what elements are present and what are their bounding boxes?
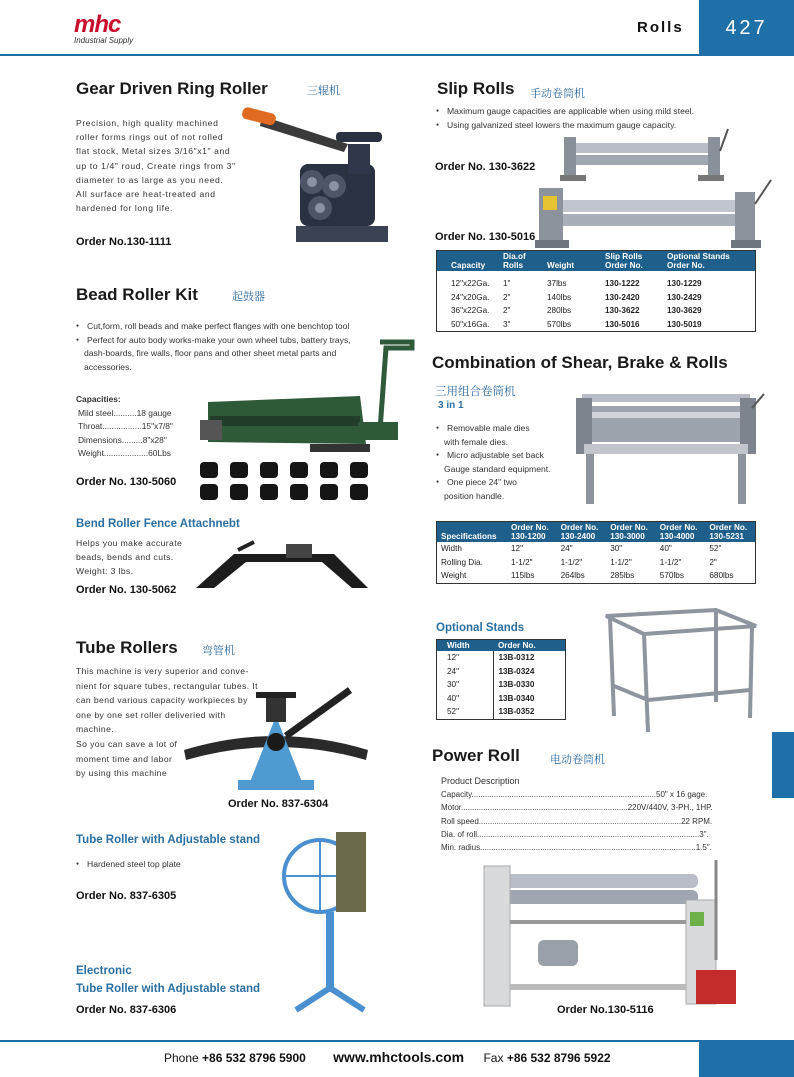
section-title: Rolls [637, 19, 684, 36]
page-number-box [699, 0, 794, 56]
tube-rollers-title-cn: 弯管机 [202, 644, 235, 657]
table-row: 50"x16Ga. 3" 570lbs 130-5016 130-5019 [451, 319, 702, 329]
bullet-item: ● Using galvanized steel lowers the maximum gauge capacity. [436, 119, 756, 133]
combination-image [566, 384, 766, 508]
fax-number: +86 532 8796 5922 [506, 1051, 611, 1065]
power-roll-specs: Capacity...................................................................................50" x 16 gage. Motor...........................................................................220V/440V, 3-PH., 1HP. Roll speed...........................................................................................22 RPM. Dia. of roll....................................................................................................3". Min. radius.................................................................................................1.5". [441, 790, 713, 853]
fence-order: Order No. 130-5062 [76, 584, 177, 596]
table-header-row: Width Order No. [437, 640, 565, 651]
bullet-item: ● Cut,form, roll beads and make perfect flanges with one benchtop tool [76, 320, 406, 334]
bead-roller-order: Order No. 130-5060 [76, 476, 177, 488]
slip-rolls-table [436, 250, 756, 332]
fax-label: Fax [483, 1051, 507, 1065]
bullet-item: ● Perfect for auto body works-make your own wheel tubs, battery trays, [76, 334, 406, 348]
tube-stand-image [280, 820, 380, 1020]
bead-roller-image [190, 334, 420, 504]
table-row: Width 12" 24" 30" 40" 52" [441, 544, 722, 554]
bead-roller-title: Bead Roller Kit [76, 285, 198, 304]
tube-stand-bullets [76, 858, 181, 872]
table-header-row: Specifications Order No. 130-1200 Order No. 130-2400 Order No. 130-3000 Order No. 130-4000 Order No. 130-5231 [437, 522, 755, 542]
logo-subtitle: Industrial Supply [74, 36, 134, 45]
bullet-item: ● Maximum gauge capacities are applicable when using mild steel. [436, 105, 756, 119]
table-row: 12" 13B-0312 [437, 651, 565, 665]
combination-title: Combination of Shear, Brake & Rolls [432, 353, 728, 372]
electronic-title: Electronic Tube Roller with Adjustable stand [76, 965, 261, 995]
bead-roller-capacities: Capacities: Mild steel..........18 gauge Throat.................15"x7/8" Dimensions.........8"x28" Weight...................60Lbs [76, 394, 173, 458]
table-row: Weight 115lbs 264lbs 285lbs 570lbs 680lbs [441, 571, 734, 581]
bullet-item: ● Removable male dies [436, 422, 576, 436]
bead-roller-bullets: ● Cut,form, roll beads and make perfect flanges with one benchtop tool ● Perfect for auto body works-make your own wheel tubs, battery trays, dash-boards, fire walls, floor pans and other sheet metal parts and accessories. [76, 320, 406, 374]
stands-title: Optional Stands [436, 622, 525, 634]
power-roll-title: Power Roll [432, 746, 520, 765]
tube-roller-image [178, 686, 374, 796]
phone-label: Phone [164, 1051, 203, 1065]
tube-rollers-title: Tube Rollers [76, 638, 178, 657]
ring-roller-description: Precision, high quality machined roller forms rings out of not rolled flat stock, Metal sizes 3/16"x1" and up to 1/4" roud, Create rings from 3" diameter to as large as you need. All surface are heat-treated and hardened for long life. [76, 118, 236, 214]
combination-table [436, 521, 756, 584]
logo-text: mhc [74, 11, 121, 38]
phone-number: +86 532 8796 5900 [202, 1051, 306, 1065]
combination-bullets: ● Removable male dies with female dies. ● Micro adjustable set back Gauge standard equipment. ● One piece 24" two position handle. [436, 422, 576, 503]
ring-roller-order: Order No.130-1111 [76, 236, 172, 248]
footer-contact [164, 1049, 611, 1065]
bullet-item: ● One piece 24" two [436, 476, 576, 490]
power-roll-image [480, 860, 744, 1010]
combination-title-cn: 三用组合卷筒机 [435, 384, 516, 398]
combination-subtitle: 3 in 1 [438, 400, 464, 411]
slip-rolls-title-cn: 手动卷筒机 [530, 87, 585, 100]
tube-rollers-description: This machine is very superior and conve- nient for square tubes, rectangular tubes. It can bend various capacity workpieces by one by one set roller deliveried with machine. So you can save a lot of moment time and labor by using this machine [76, 666, 258, 779]
table-row: 36"x22Ga. 2" 280lbs 130-3622 130-3629 [451, 306, 702, 316]
tube-rollers-order: Order No. 837-6304 [228, 798, 329, 810]
bullet-item: ● Hardened steel top plate [76, 858, 181, 872]
fence-title: Bend Roller Fence Attachnebt [76, 518, 240, 530]
ring-roller-title: Gear Driven Ring Roller [76, 79, 268, 98]
table-row: 40" 13B-0340 [437, 692, 565, 706]
bullet-item: ● Micro adjustable set back [436, 449, 576, 463]
slip-rolls-title: Slip Rolls [437, 79, 515, 98]
power-roll-desc-label: Product Description [441, 776, 520, 786]
website[interactable]: www.mhctools.com [333, 1049, 465, 1065]
fence-image [194, 536, 370, 596]
bead-roller-title-cn: 起鼓器 [232, 290, 265, 303]
logo [74, 11, 164, 46]
table-header-row: Capacity Dia.of Rolls Weight Slip Rolls Order No. Optional Stands Order No. [437, 251, 755, 271]
slip-rolls-order-1: Order No. 130-3622 [435, 161, 536, 173]
slip-rolls-large-image [535, 174, 775, 250]
table-row: 24"x20Ga. 2" 140lbs 130-2420 130-2429 [451, 292, 702, 302]
tube-stand-title: Tube Roller with Adjustable stand [76, 834, 261, 846]
power-roll-order: Order No.130-5116 [557, 1004, 654, 1016]
capacities-label: Capacities: [76, 394, 121, 404]
ring-roller-title-cn: 三辊机 [307, 84, 340, 97]
table-row: 52" 13B-0352 [437, 705, 565, 719]
footer-rule [0, 1040, 699, 1042]
side-tab [772, 732, 794, 798]
table-row: 12"x22Ga. 1" 37lbs 130-1222 130-1229 [451, 279, 702, 289]
tube-stand-order: Order No. 837-6305 [76, 890, 177, 902]
fence-description: Helps you make accurate beads, bends and cuts. Weight: 3 lbs. [76, 538, 183, 576]
header-rule [0, 54, 699, 56]
power-roll-title-cn: 电动卷筒机 [550, 753, 605, 766]
footer-box [699, 1040, 794, 1077]
page-number: 427 [725, 17, 768, 39]
stand-image [596, 606, 766, 736]
ring-roller-image [240, 104, 390, 246]
table-row: 24" 13B-0324 [437, 665, 565, 679]
electronic-order: Order No. 837-6306 [76, 1004, 177, 1016]
table-row: 30" 13B-0330 [437, 678, 565, 692]
stands-table [436, 639, 566, 720]
table-row: Rolling Dia. 1-1/2" 1-1/2" 1-1/2" 1-1/2" 2" [441, 557, 717, 567]
slip-rolls-order-2: Order No. 130-5016 [435, 231, 536, 243]
